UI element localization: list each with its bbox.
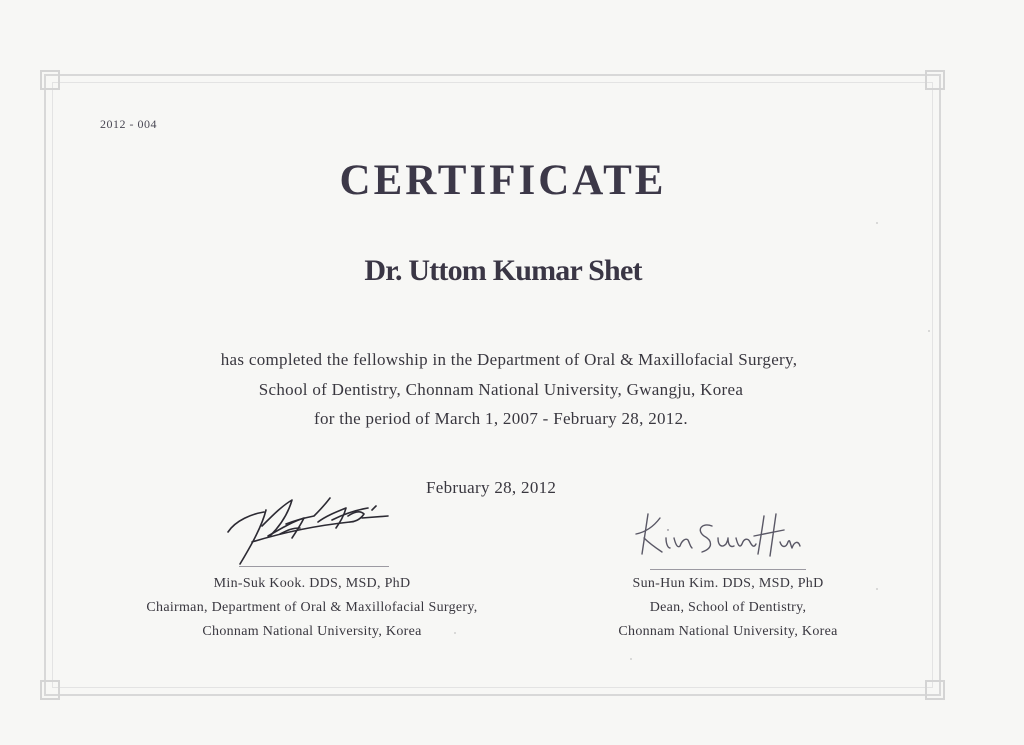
issue-date: February 28, 2012 — [426, 478, 557, 497]
certificate-title: CERTIFICATE — [339, 157, 667, 204]
signature-right-handwritten — [630, 508, 806, 564]
border-corner-ornament — [40, 70, 60, 90]
border-corner-ornament — [925, 680, 945, 700]
signature-left-handwritten — [222, 492, 397, 568]
certificate-body-line: for the period of March 1, 2007 - February 28, 2012. — [314, 409, 688, 428]
recipient-name: Dr. Uttom Kumar Shet — [364, 254, 642, 287]
certificate-number: 2012 - 004 — [100, 117, 157, 131]
signature-line-right — [650, 569, 806, 570]
signature-line-left — [239, 566, 389, 567]
signatory-name: Sun-Hun Kim. DDS, MSD, PhD — [632, 576, 824, 591]
border-corner-ornament — [925, 70, 945, 90]
certificate-body-line: has completed the fellowship in the Department of Oral & Maxillofacial Surgery, — [220, 350, 798, 369]
signatory-institution: Chonnam National University, Korea — [202, 624, 422, 639]
certificate-body-line: School of Dentistry, Chonnam National University, Gwangju, Korea — [258, 380, 744, 399]
signatory-title: Dean, School of Dentistry, — [649, 600, 807, 615]
signatory-name: Min-Suk Kook. DDS, MSD, PhD — [213, 576, 411, 591]
signatory-title: Chairman, Department of Oral & Maxillofacial Surgery, — [146, 600, 478, 615]
signatory-institution: Chonnam National University, Korea — [618, 624, 838, 639]
border-corner-ornament — [40, 680, 60, 700]
